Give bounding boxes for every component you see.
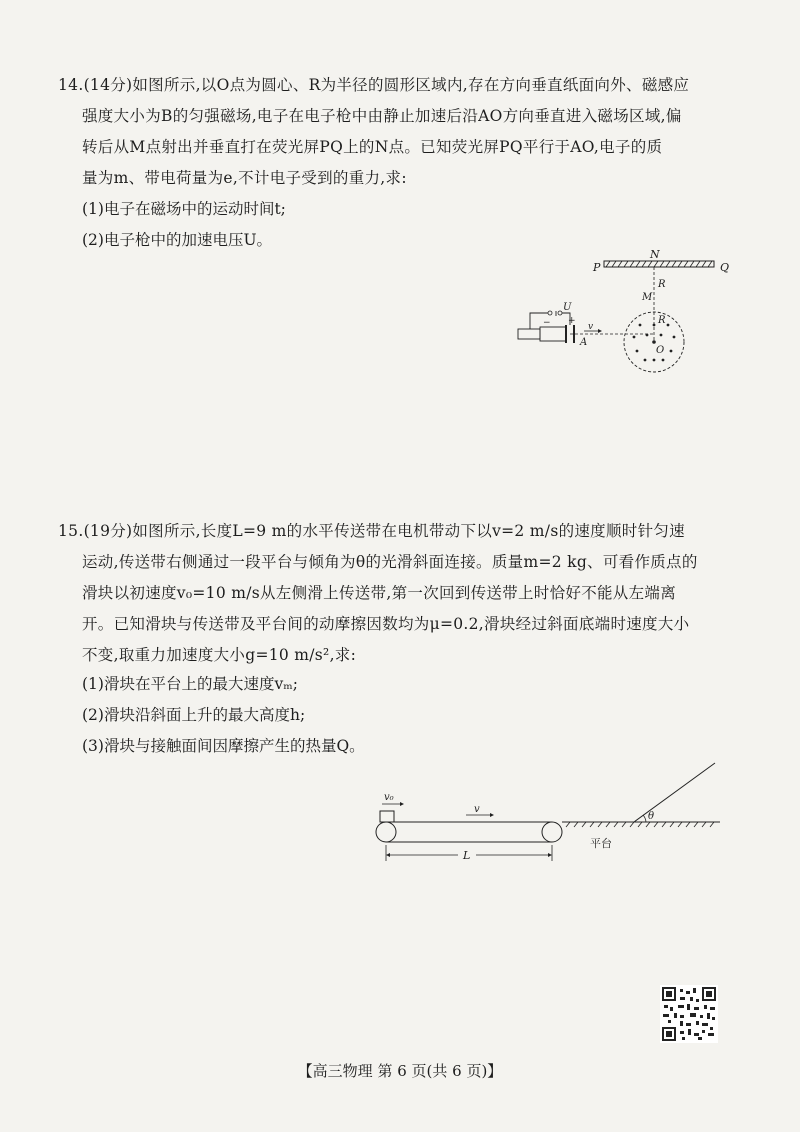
angle-arc	[643, 815, 646, 822]
page-footer: 【高三物理 第 6 页(共 6 页)】	[297, 1062, 503, 1080]
terminal-left	[548, 311, 552, 315]
q14-line-1: 14.(14分)如图所示,以O点为圆心、R为半径的圆形区域内,存在方向垂直纸面向外、磁感应	[58, 76, 690, 94]
incline-surface	[634, 763, 715, 822]
slider-block	[380, 811, 394, 822]
question-15	[58, 516, 738, 671]
right-roller	[542, 822, 562, 842]
label-v-15: v	[474, 804, 480, 815]
q14-sub-1: (1)电子在磁场中的运动时间t;	[82, 200, 286, 218]
label-plus: +	[568, 316, 576, 326]
q15-line-2: 运动,传送带右侧通过一段平台与倾角为θ的光滑斜面连接。质量m=2 kg、可看作质点的	[82, 553, 698, 571]
label-R-inner: R	[658, 315, 666, 326]
label-v-14: v	[588, 322, 594, 332]
q15-sub-3: (3)滑块与接触面间因摩擦产生的热量Q。	[82, 737, 365, 755]
velocity-arrowhead-14	[598, 329, 602, 333]
label-A: A	[580, 337, 588, 348]
length-arrow-right	[548, 853, 552, 857]
q14-line-4: 量为m、带电荷量为e,不计电子受到的重力,求:	[82, 169, 407, 187]
q15-line-3: 滑块以初速度v₀=10 m/s从左侧滑上传送带,第一次回到传送带上时恰好不能从左端离	[82, 584, 677, 602]
label-O: O	[656, 345, 665, 356]
length-arrow-left	[386, 853, 390, 857]
q14-line-2: 强度大小为B的匀强磁场,电子在电子枪中由静止加速后沿AO方向垂直进入磁场区域,偏	[82, 107, 682, 125]
q14-line-3: 转后从M点射出并垂直打在荧光屏PQ上的N点。已知荧光屏PQ平行于AO,电子的质	[82, 138, 663, 156]
label-L: L	[463, 849, 471, 862]
question-14	[58, 70, 738, 194]
v0-arrowhead	[400, 802, 404, 806]
q15-line-5: 不变,取重力加速度大小g=10 m/s²,求:	[82, 646, 357, 664]
label-R-top: R	[658, 279, 666, 290]
q15-sub-1: (1)滑块在平台上的最大速度vₘ;	[82, 675, 298, 693]
label-v0: v₀	[384, 792, 394, 803]
label-theta: θ	[648, 811, 655, 822]
label-U: U	[563, 302, 572, 313]
left-roller	[376, 822, 396, 842]
label-M: M	[642, 292, 653, 303]
label-N: N	[650, 248, 660, 261]
q15-sub-2: (2)滑块沿斜面上升的最大高度h;	[82, 706, 306, 724]
terminal-right	[558, 311, 562, 315]
q15-number: 15.	[58, 522, 84, 540]
q15-line-1: 15.(19分)如图所示,长度L=9 m的水平传送带在电机带动下以v=2 m/s的速度顺时针匀速	[58, 522, 685, 540]
qr-code	[660, 985, 718, 1043]
belt-velocity-arrowhead	[490, 813, 494, 817]
q14-sub-2: (2)电子枪中的加速电压U。	[82, 231, 273, 249]
label-P: P	[593, 261, 601, 274]
label-Q: Q	[720, 261, 730, 274]
q14-number: 14.	[58, 76, 84, 94]
q15-line-4: 开。已知滑块与传送带及平台间的动摩擦因数均为μ=0.2,滑块经过斜面底端时速度大小	[82, 615, 690, 633]
label-minus: −	[543, 318, 551, 328]
q15-figure	[370, 755, 730, 875]
q14-figure	[500, 245, 740, 380]
fluorescent-screen	[604, 261, 714, 267]
label-platform: 平台	[590, 837, 612, 850]
